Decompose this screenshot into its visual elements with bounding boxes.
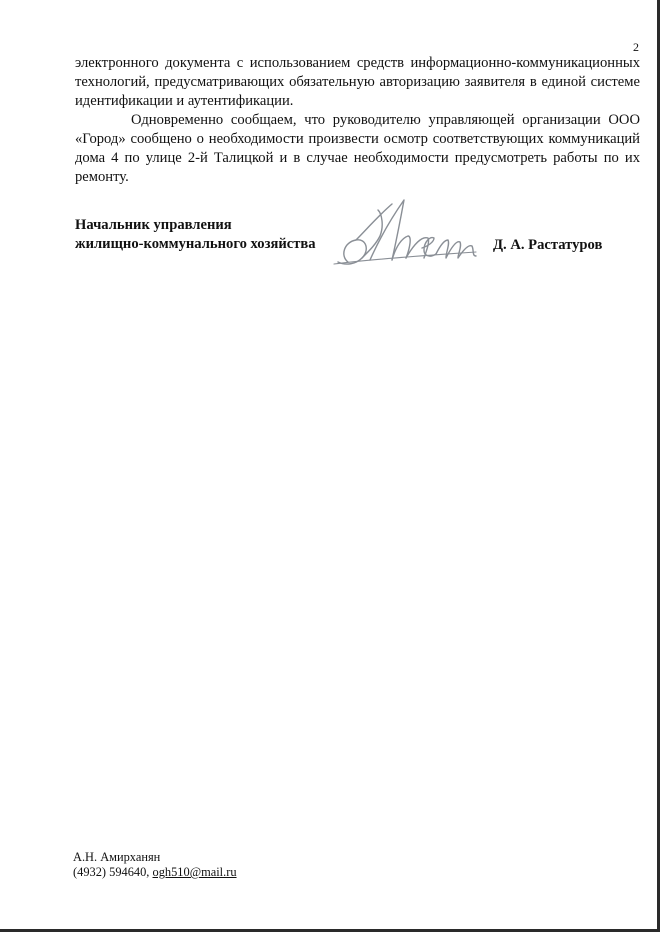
signatory-name: Д. А. Растатуров: [493, 237, 603, 253]
page-number: 2: [633, 40, 639, 54]
body-paragraph-1: электронного документа с использованием средств информационно-коммуникационных технологий, предусматривающих обязательную авторизацию заявителя в единой системе идентификации и аутентификации.: [75, 55, 640, 109]
signatory-position-line-1: Начальник управления: [75, 217, 232, 233]
executor-phone: (4932) 594640,: [73, 865, 150, 879]
signatory-position-line-2: жилищно-коммунального хозяйства: [75, 236, 316, 252]
executor-email-link[interactable]: ogh510@mail.ru: [152, 865, 237, 879]
executor-contact-line: [73, 865, 237, 880]
body-paragraph-2: Одновременно сообщаем, что руководителю управляющей организации ООО «Город» сообщено о необходимости произвести осмотр соответствующих коммуникаций дома 4 по улице 2-й Талицкой и в случае необходимости предусмотреть работы по их ремонту.: [75, 112, 640, 185]
signatory-position: [75, 216, 316, 254]
executor-contact: [73, 850, 237, 880]
handwritten-signature: [326, 190, 486, 280]
letter-body: [75, 54, 640, 187]
executor-name: А.Н. Амирханян: [73, 850, 161, 864]
